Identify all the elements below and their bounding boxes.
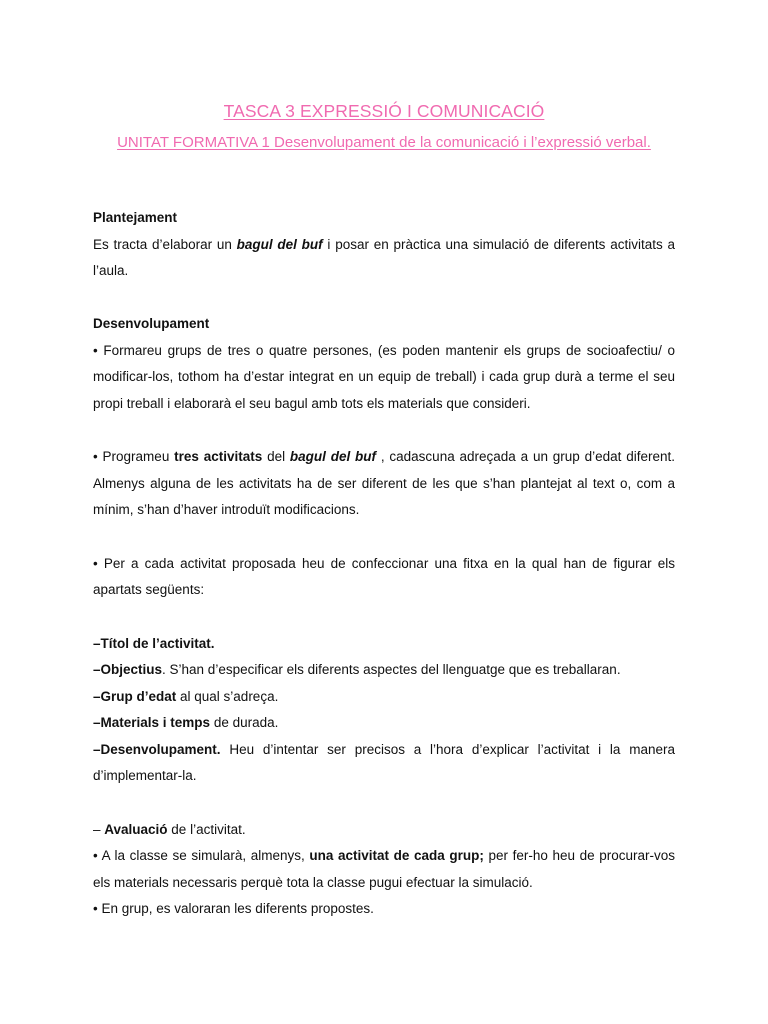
list-item-avaluacio: – Avaluació de l’activitat.	[93, 821, 246, 837]
bullet-valoracio: • En grup, es valoraran les diferents propostes.	[93, 901, 374, 916]
document-subtitle: UNITAT FORMATIVA 1 Desenvolupament de la comunicació i l’expressió verbal.	[117, 134, 651, 151]
list-item-grup-edat: –Grup d’edat al qual s’adreça.	[93, 688, 279, 704]
plantejament-paragraph: Es tracta d’elaborar un bagul del buf i posar en pràctica una simulació de diferents activitats a l’aula.	[93, 236, 675, 278]
document-title: TASCA 3 EXPRESSIÓ I COMUNICACIÓ	[223, 101, 545, 121]
section-heading-plantejament: Plantejament	[93, 210, 178, 225]
section-heading-desenvolupament: Desenvolupament	[93, 316, 210, 331]
list-item-objectius: –Objectius. S’han d’especificar els diferents aspectes del llenguatge que es treballaran.	[93, 662, 621, 677]
bullet-activitats: • Programeu tres activitats del bagul del buf , cadascuna adreçada a un grup d’edat diferent. Almenys alguna de les activitats ha de ser diferent de les que s’han plantejat al text o, com a mínim, s’han d’haver introduït modificacions.	[93, 449, 675, 517]
bullet-fitxa: • Per a cada activitat proposada heu de confeccionar una fitxa en la qual han de figurar els apartats següents:	[93, 555, 675, 597]
bullet-grups: • Formareu grups de tres o quatre persones, (es poden mantenir els grups de socioafectiu/ o modificar-los, tothom ha d’estar integrat en un equip de treball) i cada grup durà a terme el seu propi treball i elaborarà el seu bagul amb tots els materials que consideri.	[93, 342, 675, 411]
document-body	[93, 205, 675, 923]
bullet-simulacio: • A la classe se simularà, almenys, una activitat de cada grup; per fer-ho heu de procurar-vos els materials necessaris perquè tota la classe pugui efectuar la simulació.	[93, 848, 675, 890]
list-item-desenvolupament: –Desenvolupament. Heu d’intentar ser precisos a l’hora d’explicar l’activitat i la manera d’implementar-la.	[93, 741, 675, 783]
list-item-materials: –Materials i temps de durada.	[93, 715, 279, 730]
list-item-titol: –Títol de l’activitat.	[93, 635, 215, 651]
